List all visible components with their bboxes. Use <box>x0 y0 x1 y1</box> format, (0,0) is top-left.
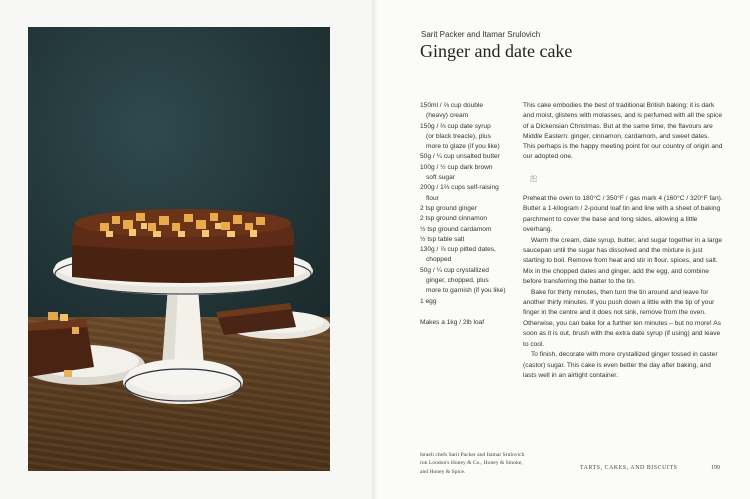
cake-stand-illustration <box>28 27 330 471</box>
ingredient-line: (heavy) cream <box>426 112 469 120</box>
ingredient-line: 50g / ¼ cup crystallized <box>420 266 489 274</box>
ingredient-line: 150g / ⅔ cup date syrup <box>420 122 491 130</box>
chef-caption: Israeli chefs Sarit Packer and Itamar Srulovich run London's Honey & Co., Honey & Smoke, and Honey & Spice. <box>420 452 525 475</box>
method-step: Bake for thirty minutes, then turn the tin around and leave for another thirty minutes. If you push down a little with the tip of your finger in the centre and it does not sink, remove from the oven. Otherwise, you can bake for a further ten minutes – but no more! As soon as it is out, brush with the extra date syrup (if using) and leave to cool. <box>523 288 721 348</box>
ingredient-line: 130g / ⅞ cup pitted dates, <box>420 246 496 254</box>
method-step: Preheat the oven to 180°C / 350°F / gas mark 4 (160°C / 320°F fan). Butter a 1-kilogram / 2-pound loaf tin and line with a sheet of baking parchment to cover the base and long sides, allowing a little overhang. <box>523 195 723 234</box>
ingredient-line: 50g / ¼ cup unsalted butter <box>420 153 500 161</box>
ginger-date-cake <box>72 209 294 283</box>
cake-photo <box>28 27 330 471</box>
ingredient-line: 1 egg <box>420 297 437 305</box>
ingredient-line: more to garnish (if you like) <box>426 287 506 295</box>
method-step: Warm the cream, date syrup, butter, and sugar together in a large saucepan until the sugar has dissolved and the mixture is just starting to boil. Remove from heat and stir in flour, spices, and salt. Mix in the chopped dates and ginger, add the egg, and combine before transferring the batter to the tin. <box>523 236 723 286</box>
ingredients-list <box>420 101 516 307</box>
ingredient-line: ½ tsp table salt <box>420 235 465 243</box>
ingredient-line: ginger, chopped, plus <box>426 277 489 285</box>
ingredient-line: soft sugar <box>426 174 455 182</box>
ingredient-line: 150ml / ⅔ cup double <box>420 102 484 109</box>
ingredient-line: 2 tsp ground ginger <box>420 204 477 212</box>
ingredient-line: 200g / 1⅔ cups self-raising <box>420 184 499 192</box>
ingredient-line: flour <box>426 194 439 202</box>
page-gutter <box>372 0 378 499</box>
recipe-intro: This cake embodies the best of traditional British baking: it is dark and moist, glistens with molasses, and is perfumed with all the spice of a Dickensian Christmas. But at the same time, the flavours are Middle Eastern: ginger, cinnamon, cardamom, and sweet dates. This perhaps is the happy meeting point for our country of origin and our adopted one. <box>523 102 723 161</box>
ingredient-line: more to glaze (if you like) <box>426 143 500 151</box>
ingredient-line: (or black treacle), plus <box>426 132 491 140</box>
ingredient-line: 100g / ½ cup dark brown <box>420 163 493 171</box>
recipe-title: Ginger and date cake <box>420 41 573 61</box>
footer-section-title: TARTS, CAKES, AND BISCUITS <box>580 465 678 471</box>
recipe-yield: Makes a 1kg / 2lb loaf <box>420 319 485 326</box>
ingredient-line: 2 tsp ground cinnamon <box>420 215 488 223</box>
recipe-author: Sarit Packer and Itamar Srulovich <box>421 30 541 39</box>
ingredient-line: ½ tsp ground cardamom <box>420 225 492 233</box>
method-step: To finish, decorate with more crystallized ginger tossed in caster (castor) sugar. This cake is even better the day after baking, and lasts well in an airtight container. <box>523 351 718 379</box>
recipe-method <box>523 194 725 381</box>
back-plate-slice <box>216 303 330 339</box>
page-number: 199 <box>711 465 720 471</box>
ornament-icon: ஐ <box>530 172 538 182</box>
ingredient-line: chopped <box>426 256 452 264</box>
